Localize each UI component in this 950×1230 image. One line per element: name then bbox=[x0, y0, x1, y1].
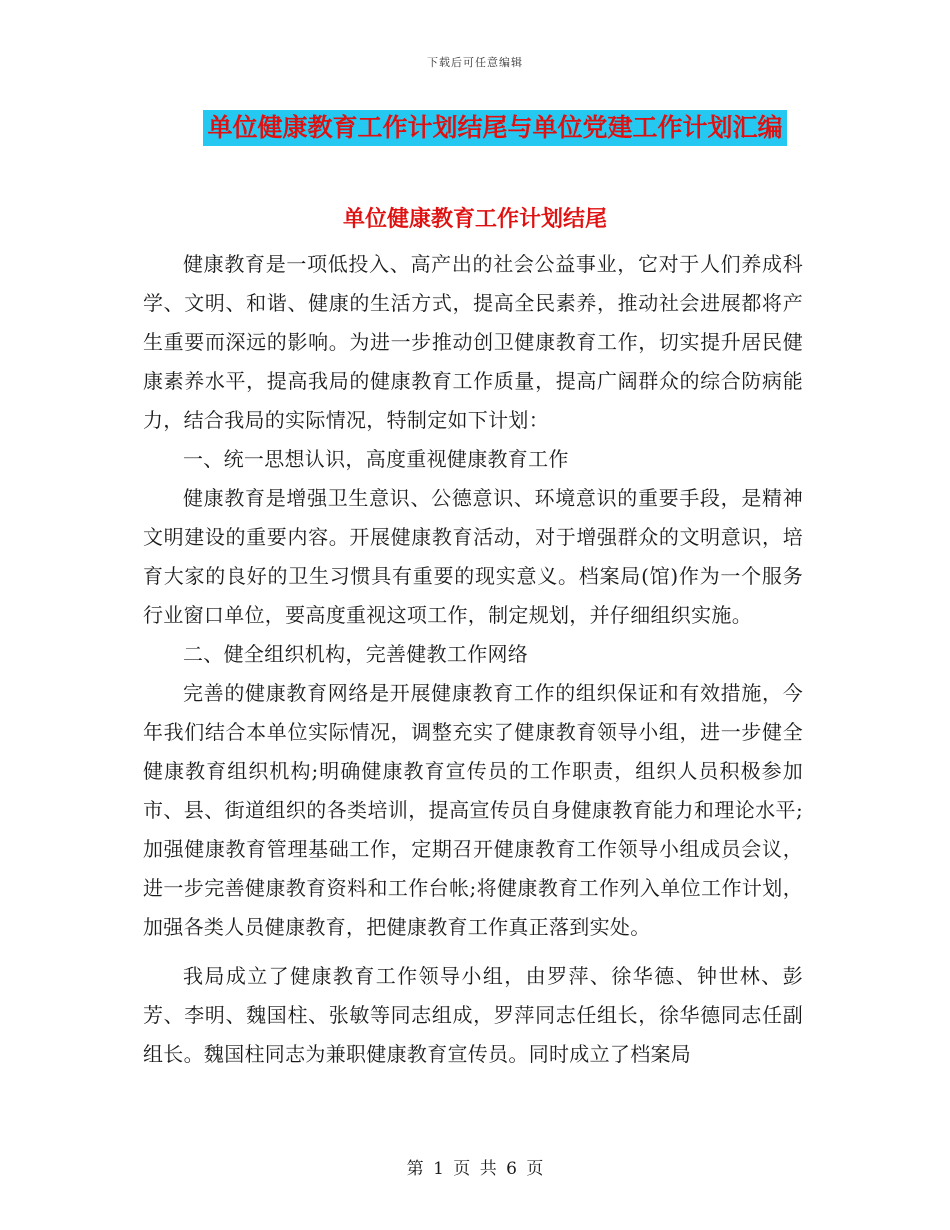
page-number: 第 1 页 共 6 页 bbox=[406, 1159, 544, 1179]
page-header-note: 下载后可任意编辑 bbox=[427, 56, 523, 69]
heading-two: 二、健全组织机构，完善健教工作网络 bbox=[183, 642, 529, 666]
paragraph-two: 完善的健康教育网络是开展健康教育工作的组织保证和有效措施，今年我们结合本单位实际情况，调整充实了健康教育领导小组，进一步健全健康教育组织机构;明确健康教育宣传员的工作职责，组织人员积极参加市、县、街道组织的各类培训，提高宣传员自身健康教育能力和理论水平;加强健康教育管理基础工作，定期召开健康教育工作领导小组成员会议，进一步完善健康教育资料和工作台帐;将健康教育工作列入单位工作计划，加强各类人员健康教育，把健康教育工作真正落到实处。 bbox=[143, 681, 803, 939]
heading-one: 一、统一思想认识，高度重视健康教育工作 bbox=[183, 447, 569, 471]
section-title: 单位健康教育工作计划结尾 bbox=[342, 206, 607, 232]
document-title: 单位健康教育工作计划结尾与单位党建工作计划汇编 bbox=[203, 110, 786, 146]
document-body bbox=[143, 245, 803, 1074]
paragraph-one: 健康教育是增强卫生意识、公德意识、环境意识的重要手段，是精神文明建设的重要内容。开展健康教育活动，对于增强群众的文明意识，培育大家的良好的卫生习惯具有重要的现实意义。档案局(馆)作为一个服务行业窗口单位，要高度重视这项工作，制定规划，并仔细组织实施。 bbox=[143, 486, 803, 627]
document-title-container bbox=[0, 110, 950, 146]
paragraph-three: 我局成立了健康教育工作领导小组，由罗萍、徐华德、钟世林、彭芳、李明、魏国柱、张敏等同志组成，罗萍同志任组长，徐华德同志任副组长。魏国柱同志为兼职健康教育宣传员。同时成立了档案局 bbox=[143, 964, 803, 1066]
paragraph-intro: 健康教育是一项低投入、高产出的社会公益事业，它对于人们养成科学、文明、和谐、健康的生活方式，提高全民素养，推动社会进展都将产生重要而深远的影响。为进一步推动创卫健康教育工作，切实提升居民健康素养水平，提高我局的健康教育工作质量，提高广阔群众的综合防病能力，结合我局的实际情况，特制定如下计划： bbox=[143, 252, 803, 432]
